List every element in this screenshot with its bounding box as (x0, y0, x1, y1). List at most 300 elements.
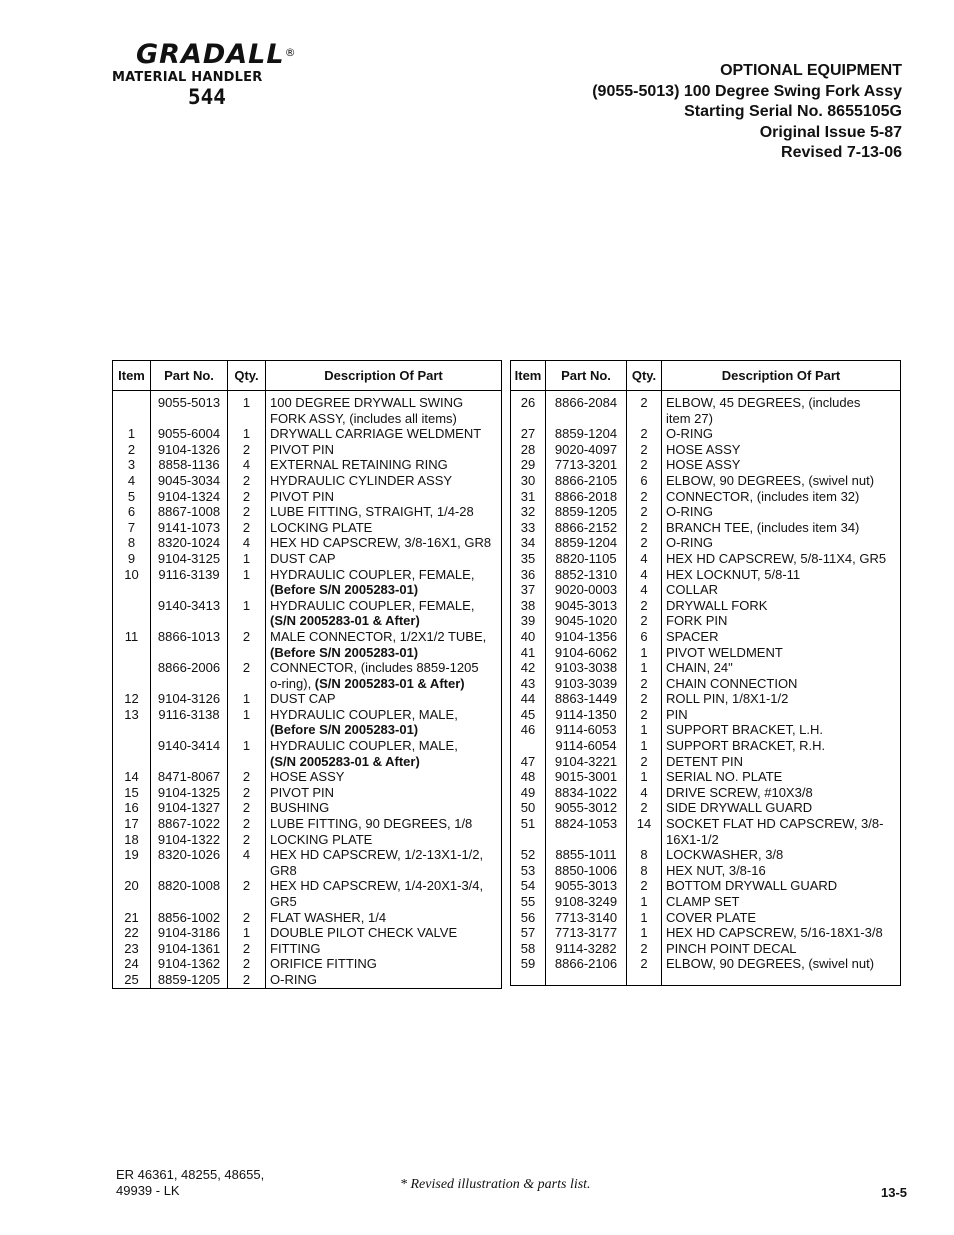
quantity: 2 (627, 691, 662, 707)
description (266, 613, 502, 629)
page-number: 13-5 (881, 1185, 908, 1200)
item-number: 43 (511, 676, 546, 692)
table-row (511, 785, 901, 801)
quantity: 1 (627, 660, 662, 676)
quantity: 4 (627, 567, 662, 583)
item-number (113, 411, 151, 427)
description-text: DRYWALL FORK (666, 597, 768, 613)
table-row (113, 691, 502, 707)
table-row (511, 520, 901, 536)
item-number: 26 (511, 391, 546, 411)
part-number: 8824-1053 (546, 816, 627, 832)
table-row (113, 707, 502, 723)
item-number: 34 (511, 535, 546, 551)
quantity: 2 (627, 800, 662, 816)
description-text: HYDRAULIC COUPLER, FEMALE, (270, 597, 475, 613)
part-number: 9104-1324 (151, 489, 228, 505)
quantity: 2 (228, 489, 266, 505)
description-text: HEX HD CAPSCREW, 3/8-16X1, GR8 (270, 535, 492, 551)
description (266, 972, 502, 988)
page-header (592, 61, 902, 164)
item-number (113, 754, 151, 770)
item-number: 54 (511, 878, 546, 894)
item-number: 24 (113, 956, 151, 972)
item-number: 20 (113, 878, 151, 894)
table-row (113, 894, 502, 910)
logo-subtitle: MATERIAL HANDLER (112, 70, 263, 85)
part-number: 8859-1205 (546, 504, 627, 520)
col-qty: Qty. (228, 361, 266, 391)
table-row (113, 972, 502, 988)
serial-note: (S/N 2005283-01 & After) (314, 675, 465, 691)
quantity (228, 582, 266, 598)
part-number (151, 863, 228, 879)
part-number (151, 645, 228, 661)
item-number: 10 (113, 567, 151, 583)
table-row (113, 582, 502, 598)
table-row (113, 769, 502, 785)
description (662, 676, 901, 692)
table-row (511, 660, 901, 676)
table-row (511, 722, 901, 738)
item-number: 6 (113, 504, 151, 520)
part-number: 9055-3013 (546, 878, 627, 894)
description (266, 411, 502, 427)
item-number: 32 (511, 504, 546, 520)
serial-note: (Before S/N 2005283-01) (270, 722, 419, 738)
part-number: 9104-1356 (546, 629, 627, 645)
description (266, 676, 502, 692)
quantity: 2 (228, 832, 266, 848)
part-number: 8834-1022 (546, 785, 627, 801)
item-number: 42 (511, 660, 546, 676)
table-row (113, 722, 502, 738)
logo-brand (136, 40, 332, 70)
table-row (113, 800, 502, 816)
quantity: 1 (228, 738, 266, 754)
item-number: 35 (511, 551, 546, 567)
description (662, 426, 901, 442)
part-number: 9140-3413 (151, 598, 228, 614)
description (662, 645, 901, 661)
description-text: HYDRAULIC COUPLER, MALE, (270, 706, 458, 722)
item-number: 53 (511, 863, 546, 879)
quantity: 1 (228, 925, 266, 941)
description (266, 925, 502, 941)
table-row (113, 629, 502, 645)
quantity: 1 (228, 707, 266, 723)
item-number: 40 (511, 629, 546, 645)
item-number: 12 (113, 691, 151, 707)
description (266, 598, 502, 614)
quantity: 2 (228, 520, 266, 536)
serial-note: (Before S/N 2005283-01) (270, 644, 419, 660)
quantity: 1 (228, 391, 266, 411)
quantity (228, 645, 266, 661)
table-row (511, 707, 901, 723)
description (662, 754, 901, 770)
part-number: 9104-1325 (151, 785, 228, 801)
col-part-no: Part No. (151, 361, 228, 391)
description-text: HYDRAULIC COUPLER, FEMALE, (270, 566, 475, 582)
item-number (511, 832, 546, 848)
item-number: 48 (511, 769, 546, 785)
item-number: 18 (113, 832, 151, 848)
quantity: 2 (228, 785, 266, 801)
part-number: 9141-1073 (151, 520, 228, 536)
table-row (511, 956, 901, 972)
quantity (228, 676, 266, 692)
description-text: DOUBLE PILOT CHECK VALVE (270, 925, 458, 941)
filler-cell (266, 988, 502, 989)
description-text: HEX HD CAPSCREW, 5/16-18X1-3/8 (666, 925, 883, 941)
description-text: COLLAR (666, 582, 719, 598)
description (266, 769, 502, 785)
filler-row (113, 988, 502, 989)
part-number: 8866-2106 (546, 956, 627, 972)
description-text: PIN (666, 706, 688, 722)
quantity: 1 (627, 894, 662, 910)
table-row (113, 816, 502, 832)
description-text: HEX HD CAPSCREW, 5/8-11X4, GR5 (666, 550, 887, 566)
description-text: HEX LOCKNUT, 5/8-11 (666, 566, 801, 582)
description (266, 707, 502, 723)
table-header-row (511, 361, 901, 391)
parts-table-right-body (511, 391, 901, 986)
part-number: 9045-1020 (546, 613, 627, 629)
part-number (546, 411, 627, 427)
description (662, 832, 901, 848)
description (266, 457, 502, 473)
table-row (113, 457, 502, 473)
part-number: 8859-1204 (546, 535, 627, 551)
description (662, 411, 901, 427)
quantity (228, 894, 266, 910)
part-number: 8855-1011 (546, 847, 627, 863)
item-number: 3 (113, 457, 151, 473)
quantity: 2 (627, 598, 662, 614)
part-number: 9015-3001 (546, 769, 627, 785)
description (662, 800, 901, 816)
table-row (113, 925, 502, 941)
description (266, 847, 502, 863)
description (266, 691, 502, 707)
table-row (511, 551, 901, 567)
quantity: 6 (627, 629, 662, 645)
quantity: 6 (627, 473, 662, 489)
description-text: ELBOW, 90 DEGREES, (swivel nut) (666, 956, 875, 972)
table-row (113, 613, 502, 629)
description-text: SOCKET FLAT HD CAPSCREW, 3/8- (666, 816, 884, 832)
description (662, 785, 901, 801)
description-text: GR5 (270, 894, 297, 909)
quantity: 4 (228, 457, 266, 473)
quantity: 2 (228, 660, 266, 676)
filler-cell (546, 972, 627, 986)
description (662, 582, 901, 598)
description-text: CONNECTOR, (includes 8859-1205 (270, 660, 479, 676)
table-row (113, 738, 502, 754)
description (662, 629, 901, 645)
part-number (151, 613, 228, 629)
engineering-release (116, 1167, 264, 1198)
item-number: 2 (113, 442, 151, 458)
quantity: 2 (228, 910, 266, 926)
header-line-1: OPTIONAL EQUIPMENT (720, 62, 902, 79)
part-number: 8866-1013 (151, 629, 228, 645)
parts-table-right (510, 360, 901, 986)
table-row (511, 894, 901, 910)
table-row (113, 754, 502, 770)
item-number: 8 (113, 535, 151, 551)
quantity: 2 (627, 535, 662, 551)
description (662, 442, 901, 458)
part-number (151, 676, 228, 692)
description (662, 457, 901, 473)
col-item: Item (113, 361, 151, 391)
description (662, 489, 901, 505)
description (662, 660, 901, 676)
description-text: o-ring), (270, 675, 315, 691)
item-number: 39 (511, 613, 546, 629)
table-row (511, 489, 901, 505)
table-row (113, 504, 502, 520)
item-number: 11 (113, 629, 151, 645)
table-row (113, 535, 502, 551)
part-number: 9103-3039 (546, 676, 627, 692)
quantity (228, 613, 266, 629)
description (266, 504, 502, 520)
item-number (113, 582, 151, 598)
description-text: COVER PLATE (666, 909, 757, 925)
description (266, 442, 502, 458)
quantity: 2 (228, 941, 266, 957)
quantity: 1 (627, 769, 662, 785)
quantity (627, 832, 662, 848)
description (266, 473, 502, 489)
quantity (228, 754, 266, 770)
description-text: LUBE FITTING, STRAIGHT, 1/4-28 (270, 504, 474, 520)
quantity: 2 (228, 473, 266, 489)
description-text: HEX HD CAPSCREW, 1/4-20X1-3/4, (270, 878, 484, 894)
item-number (113, 863, 151, 879)
item-number: 4 (113, 473, 151, 489)
description (266, 878, 502, 894)
description (266, 489, 502, 505)
quantity: 2 (627, 489, 662, 505)
description-text: MALE CONNECTOR, 1/2X1/2 TUBE, (270, 628, 487, 644)
part-number: 9104-3186 (151, 925, 228, 941)
table-row (511, 754, 901, 770)
quantity: 4 (627, 551, 662, 567)
quantity (228, 411, 266, 427)
table-row (113, 645, 502, 661)
part-number: 8471-8067 (151, 769, 228, 785)
item-number: 57 (511, 925, 546, 941)
description (662, 473, 901, 489)
item-number: 36 (511, 567, 546, 583)
table-row (511, 535, 901, 551)
filler-cell (662, 972, 901, 986)
table-row (113, 676, 502, 692)
description (662, 598, 901, 614)
quantity: 4 (228, 535, 266, 551)
logo-brand-text: GRADALL (136, 39, 285, 70)
description (266, 551, 502, 567)
col-description: Description Of Part (266, 361, 502, 391)
quantity: 2 (627, 442, 662, 458)
description-text: SIDE DRYWALL GUARD (666, 800, 813, 816)
description (266, 660, 502, 676)
part-number: 8866-2018 (546, 489, 627, 505)
er-line-1: ER 46361, 48255, 48655, (116, 1167, 265, 1182)
col-description: Description Of Part (662, 361, 901, 391)
part-number: 8866-2105 (546, 473, 627, 489)
part-number: 9020-4097 (546, 442, 627, 458)
table-row (113, 426, 502, 442)
item-number: 38 (511, 598, 546, 614)
part-number: 8852-1310 (546, 567, 627, 583)
table-row (113, 411, 502, 427)
header-line-2: (9055-5013) 100 Degree Swing Fork Assy (592, 82, 902, 100)
item-number: 50 (511, 800, 546, 816)
description (662, 847, 901, 863)
description-text: O-RING (666, 426, 713, 442)
filler-cell (228, 988, 266, 989)
item-number: 58 (511, 941, 546, 957)
quantity: 1 (228, 426, 266, 442)
part-number: 9104-6062 (546, 645, 627, 661)
item-number: 47 (511, 754, 546, 770)
description-text: item 27) (666, 410, 713, 426)
item-number (113, 613, 151, 629)
description-text: ELBOW, 90 DEGREES, (swivel nut) (666, 472, 875, 488)
table-row (511, 925, 901, 941)
item-number: 22 (113, 925, 151, 941)
part-number: 8820-1008 (151, 878, 228, 894)
serial-note: (S/N 2005283-01 & After) (270, 753, 420, 769)
description-text: LOCKING PLATE (270, 831, 373, 847)
quantity: 2 (627, 426, 662, 442)
part-number: 9114-3282 (546, 941, 627, 957)
description-text: LOCKWASHER, 3/8 (666, 847, 784, 863)
table-row (511, 598, 901, 614)
description-text: ORIFICE FITTING (270, 956, 377, 972)
item-number: 19 (113, 847, 151, 863)
description-text: PIVOT PIN (270, 441, 335, 457)
filler-cell (113, 988, 151, 989)
description (662, 535, 901, 551)
description (662, 769, 901, 785)
quantity: 2 (627, 504, 662, 520)
item-number: 9 (113, 551, 151, 567)
description-text: FORK ASSY, (includes all items) (270, 410, 457, 426)
quantity: 1 (627, 925, 662, 941)
table-row (113, 785, 502, 801)
description-text: DETENT PIN (666, 753, 744, 769)
item-number (113, 894, 151, 910)
part-number: 9103-3038 (546, 660, 627, 676)
table-row (511, 863, 901, 879)
part-number: 9104-1361 (151, 941, 228, 957)
table-row (511, 504, 901, 520)
table-row (113, 473, 502, 489)
item-number: 45 (511, 707, 546, 723)
quantity: 2 (627, 754, 662, 770)
description (266, 426, 502, 442)
description-text: HOSE ASSY (270, 769, 345, 785)
quantity: 4 (627, 785, 662, 801)
col-item: Item (511, 361, 546, 391)
part-number: 9104-1326 (151, 442, 228, 458)
quantity: 2 (627, 956, 662, 972)
description (662, 863, 901, 879)
part-number: 8858-1136 (151, 457, 228, 473)
description (662, 520, 901, 536)
item-number: 30 (511, 473, 546, 489)
description-text: O-RING (666, 504, 713, 520)
part-number: 9104-1327 (151, 800, 228, 816)
description (266, 738, 502, 754)
description (266, 520, 502, 536)
part-number: 9055-5013 (151, 391, 228, 411)
table-row (511, 769, 901, 785)
description-text: FORK PIN (666, 613, 728, 629)
item-number: 28 (511, 442, 546, 458)
description (662, 722, 901, 738)
item-number: 51 (511, 816, 546, 832)
item-number: 23 (113, 941, 151, 957)
item-number (113, 391, 151, 411)
description-text: SUPPORT BRACKET, R.H. (666, 738, 826, 754)
item-number: 14 (113, 769, 151, 785)
table-row (113, 847, 502, 863)
description-text: O-RING (270, 971, 317, 987)
item-number: 1 (113, 426, 151, 442)
description-text: CHAIN, 24" (666, 660, 733, 676)
description (266, 941, 502, 957)
table-row (511, 442, 901, 458)
part-number: 9116-3138 (151, 707, 228, 723)
item-number: 25 (113, 972, 151, 988)
description-text: FITTING (270, 940, 321, 956)
table-row (113, 878, 502, 894)
table-row (511, 738, 901, 754)
part-number: 8856-1002 (151, 910, 228, 926)
quantity: 2 (627, 613, 662, 629)
description (662, 613, 901, 629)
description (266, 785, 502, 801)
part-number: 9045-3013 (546, 598, 627, 614)
item-number: 52 (511, 847, 546, 863)
description (266, 535, 502, 551)
table-row (511, 816, 901, 832)
description-text: DUST CAP (270, 550, 336, 566)
quantity: 2 (627, 707, 662, 723)
part-number: 9104-1322 (151, 832, 228, 848)
description (662, 956, 901, 972)
item-number: 15 (113, 785, 151, 801)
item-number: 33 (511, 520, 546, 536)
part-number: 7713-3177 (546, 925, 627, 941)
part-number: 9104-3126 (151, 691, 228, 707)
part-number: 8866-2006 (151, 660, 228, 676)
quantity: 1 (627, 738, 662, 754)
registered-mark: ® (284, 46, 297, 59)
table-row (113, 520, 502, 536)
table-row (113, 832, 502, 848)
description (662, 707, 901, 723)
